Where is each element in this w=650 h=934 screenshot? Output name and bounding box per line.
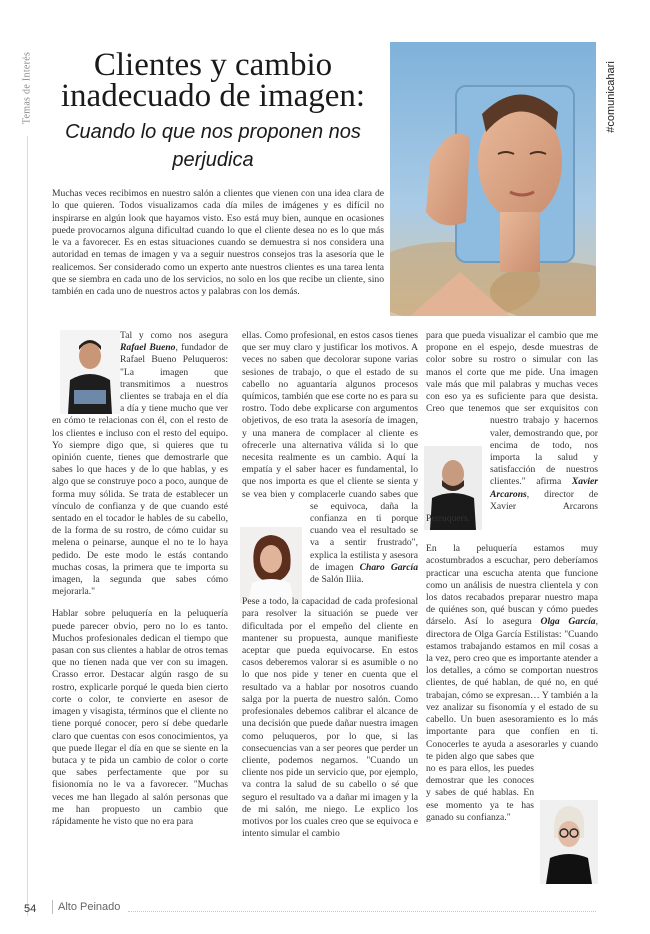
col3-p1-name: Xavier Arcarons <box>490 476 598 500</box>
column-3 <box>426 330 598 837</box>
page-number: 54 <box>24 903 37 915</box>
col3-p1-end: , director de Xavier Arcarons Perruquers. <box>426 488 598 525</box>
col1-p1-rest: , fundador de Rafael Bueno Peluqueros: "La imagen que transmitimos a nuestros clientes se trabaja en el día a día y tiene mucho que ver en cómo te relacionas con él, con el resto de los clientes e incluso con el resto del equipo. Yo siempre digo que, si quieres que tu opinión cuente, tienes que demostrarle que sabes lo que haces y de lo que hablas, y es algo que se construye poco a poco, aunque de forma muy sólida. Se trata de establecer un vínculo de confianza y de que cuando esté sentado en el tocador le hables de su cabello, de la forma de su rostro, de cómo cuidar su melena o peinarse, aunque el no te lo haya pedido. De este modo le estás contando muchas cosas, la primera que te importa su imagen, la segunda que sabes cómo mejorarla." <box>52 342 228 598</box>
col3-para2: En la peluquería estamos muy acostumbrados a escuchar, pero deberíamos practicar una escucha atenta que funcione como un análisis de nuestra clientela y con los datos recabados preparar nuestro mapa de quiénes son, qué buscan y cómo puedes dárselo. Así lo asegura Olga García, directora de Olga García Estilistas: "Cuando estamos trabajando estamos en mil cosas a la vez, pero creo que es importante atender a los detalles, a cómo se comportan nuestros clientes, de qué hablan, de qué no, en qué trabajan, cómo se expresan… Y también a la vez analizar su fisonomía y el estado de su cabello. Un buen asesoramiento es lo más importante para que confíen en ti. Conocerles te ayuda a asesorarles y cuando te piden algo que sabes que no es para ellos, les puedes demostrar que les conoces y sabes de qué hablas. En ese momento ya te has ganado su confianza." <box>426 543 598 823</box>
section-label-text: Temas de Interés <box>21 51 33 125</box>
article-title: Clientes y cambio inadecuado de imagen: <box>60 47 366 114</box>
col1-para2: Hablar sobre peluquería en la peluquería puede parecer obvio, pero no lo es tanto. Muchos profesionales dedican el tiempo que pasan con sus clientes a hablar de otros temas que no tienen nada que ver con su imagen. Crasso error. Destacar algún rasgo de su rostro, explicarle porqué le queda bien cierto corte o color, te convierte en asesor de imagen y visagista, términos que el cliente no tiene porqué conocer, pero sí debe quedarle claro que cuentas con esos conocimientos, ya que puede llegar el día en que se siente en la butaca y te pida un cambio de color o corte que sabes perfectamente que por su fisionomía no le va a favorecer. "Muchas veces me han llegado al salón personas que me han propuesto un cambio que rápidamente he visto que no era para <box>52 608 228 827</box>
column-2 <box>242 330 418 850</box>
col3-p1-text: para que pueda visualizar el cambio que me propone en el espejo, desde muestras de color sobre su rostro o simular con las manos el corte que me pide. Una imagen vale más que mil palabras y muchas veces con eso ya es suficiente para que desista. Creo que tenemos que ser exquisitos con nuestro trabajo y hacernos <box>426 330 598 427</box>
footer-divider <box>52 900 53 914</box>
col2-p1-text: ellas. Como profesional, en estos casos tienes que ser muy claro y justificar los motivos. A veces no saben que decolorar supone varias sesiones de trabajo, o que el estado de su cabello no aguantaría algunos procesos químicos, también que ese corte no es para su rostro. Todo debe explicarse con argumentos objetivos, de eso trata la asesoría de imagen, y una manera de complacer al cliente es ofrecerle una alternativa válida si lo que necesita realmente es un cambio. Aquí la empatía y el saber hacer es fundamental, lo que nos importa es que el cliente se sienta y se vea bien y complacerle cuando sabes <box>242 330 418 500</box>
footer-rule <box>128 911 596 912</box>
col3-p2-lead: En la peluquería estamos muy acostumbrados a escuchar, pero deberíamos practicar una escucha atenta que funcione como un análisis de nuestra clientela y con los datos recabados preparar nuestro mapa de quiénes son, qué buscan y cómo puedes dárselo. Así lo asegura <box>426 543 598 628</box>
article-intro: Muchas veces recibimos en nuestro salón a clientes que vienen con una idea clara de lo que quieren. Todos visualizamos cada día miles de imágenes y es difícil no inspirarse en algún look que hayamos visto. Eso está muy bien, aunque en ocasiones puede provocarnos alguna dificultad cuando lo que el cliente desea no es lo que más le va a favorecer. Es en estas situaciones cuando se demuestra si nos considera una autoridad en temas de imagen y va a seguir nuestros consejos tras la asesoría que le realicemos. Ser considerado como un experto ante nuestros clientes es una tarea lenta que se siembra en cada uno de los servicios, no solo en los que recibe un cliente, sino también en cada uno de nuestros actos y palabras con los demás. <box>52 188 384 298</box>
col3-para1: para que pueda visualizar el cambio que me propone en el espejo, desde muestras de color sobre su rostro o simular con las manos el corte que me pide. Una imagen vale más que mil palabras y muchas veces con eso ya es suficiente para que desista. Creo que tenemos que ser exquisitos con nuestro trabajo y hacernos valer, demostrando que, por encima de todo, nos importa la salud y satisfacción de nuestros clientes." afirma Xavier Arcarons, director de Xavier Arcarons Perruquers. <box>426 330 598 525</box>
section-label <box>16 42 38 134</box>
side-rule <box>27 136 28 916</box>
col1-p1-name: Rafael Bueno <box>120 342 176 354</box>
col2-p1-name: Charo García <box>359 561 418 573</box>
col3-p2-name: Olga García <box>540 616 596 628</box>
magazine-name: Alto Peinado <box>58 901 121 913</box>
column-1-wrap <box>52 330 228 838</box>
article-subtitle: Cuando lo que nos proponen nos perjudica <box>65 121 361 171</box>
hero-photo-art <box>390 42 596 316</box>
col3-p2-rest: , directora de Olga García Estilistas: "Cuando estamos trabajando estamos en mil cosas a la vez, pero creo que es importante atender a los detalles, a cómo se comportan nuestros clientes, de qué hablan, de qué no, en qué trabajan, cómo se expresan… Y también a la vez analizar su fisonomía y el estado de su cabello. Un buen asesoramiento es lo más importante para que confíen en ti. Conocerles te ayuda a asesorarles y cuando te piden algo que <box>426 616 598 762</box>
col1-p1-lead: Tal y como nos asegura <box>120 330 228 341</box>
col2-para1: ellas. Como profesional, en estos casos tienes que ser muy claro y justificar los motivos. A veces no saben que decolorar supone varias sesiones de trabajo, o que el estado de su cabello no aguantaría algunos procesos químicos, también que ese corte no es para su rostro. Todo debe explicarse con argumentos objetivos, de eso trata la asesoría de imagen, y una manera de complacer al cliente es ofrecerle una alternativa válida si lo que necesita realmente es un cambio. Aquí la empatía y el saber hacer es fundamental, lo que nos importa es que el cliente se sienta y se vea bien y complacerle cuando sabes que se equivoca, daña la confianza en ti porque cuando vea el resultado se va a sentir frustrado", explica la estilista y asesora de imagen Charo García de Salón Iliia. <box>242 330 418 586</box>
hashtag <box>600 42 622 152</box>
col2-para2: Pese a todo, la capacidad de cada profesional para resolver la situación se puede ver dificultada por el empeño del cliente en mantener su propuesta, aunque manifieste aceptar que pueda equivocarse. En estos casos deberemos valorar si es asumible o no lo que nos pide y tener en cuenta que el resultado va a hablar por nosotros cuando salga por la puerta de nuestro salón. Como profesionales debemos calibrar el alcance de una decisión que puede dañar nuestra imagen como peluqueros, por lo que, si las consecuencias van a ser peores que perder un cliente, podemos negarnos. "Cuando un cliente nos pide un servicio que, por ejemplo, va contra la salud de su cabello o sé que seguro el resultado va a dañar mi imagen y la de mi salón, me niego. Le explico los motivos por los cuales creo que se equivoca e intento simular el cambio <box>242 596 418 840</box>
hashtag-text: #comunicahari <box>605 61 617 133</box>
col2-p1-end: de Salón Iliia. <box>310 574 364 586</box>
hero-photo <box>390 42 596 316</box>
